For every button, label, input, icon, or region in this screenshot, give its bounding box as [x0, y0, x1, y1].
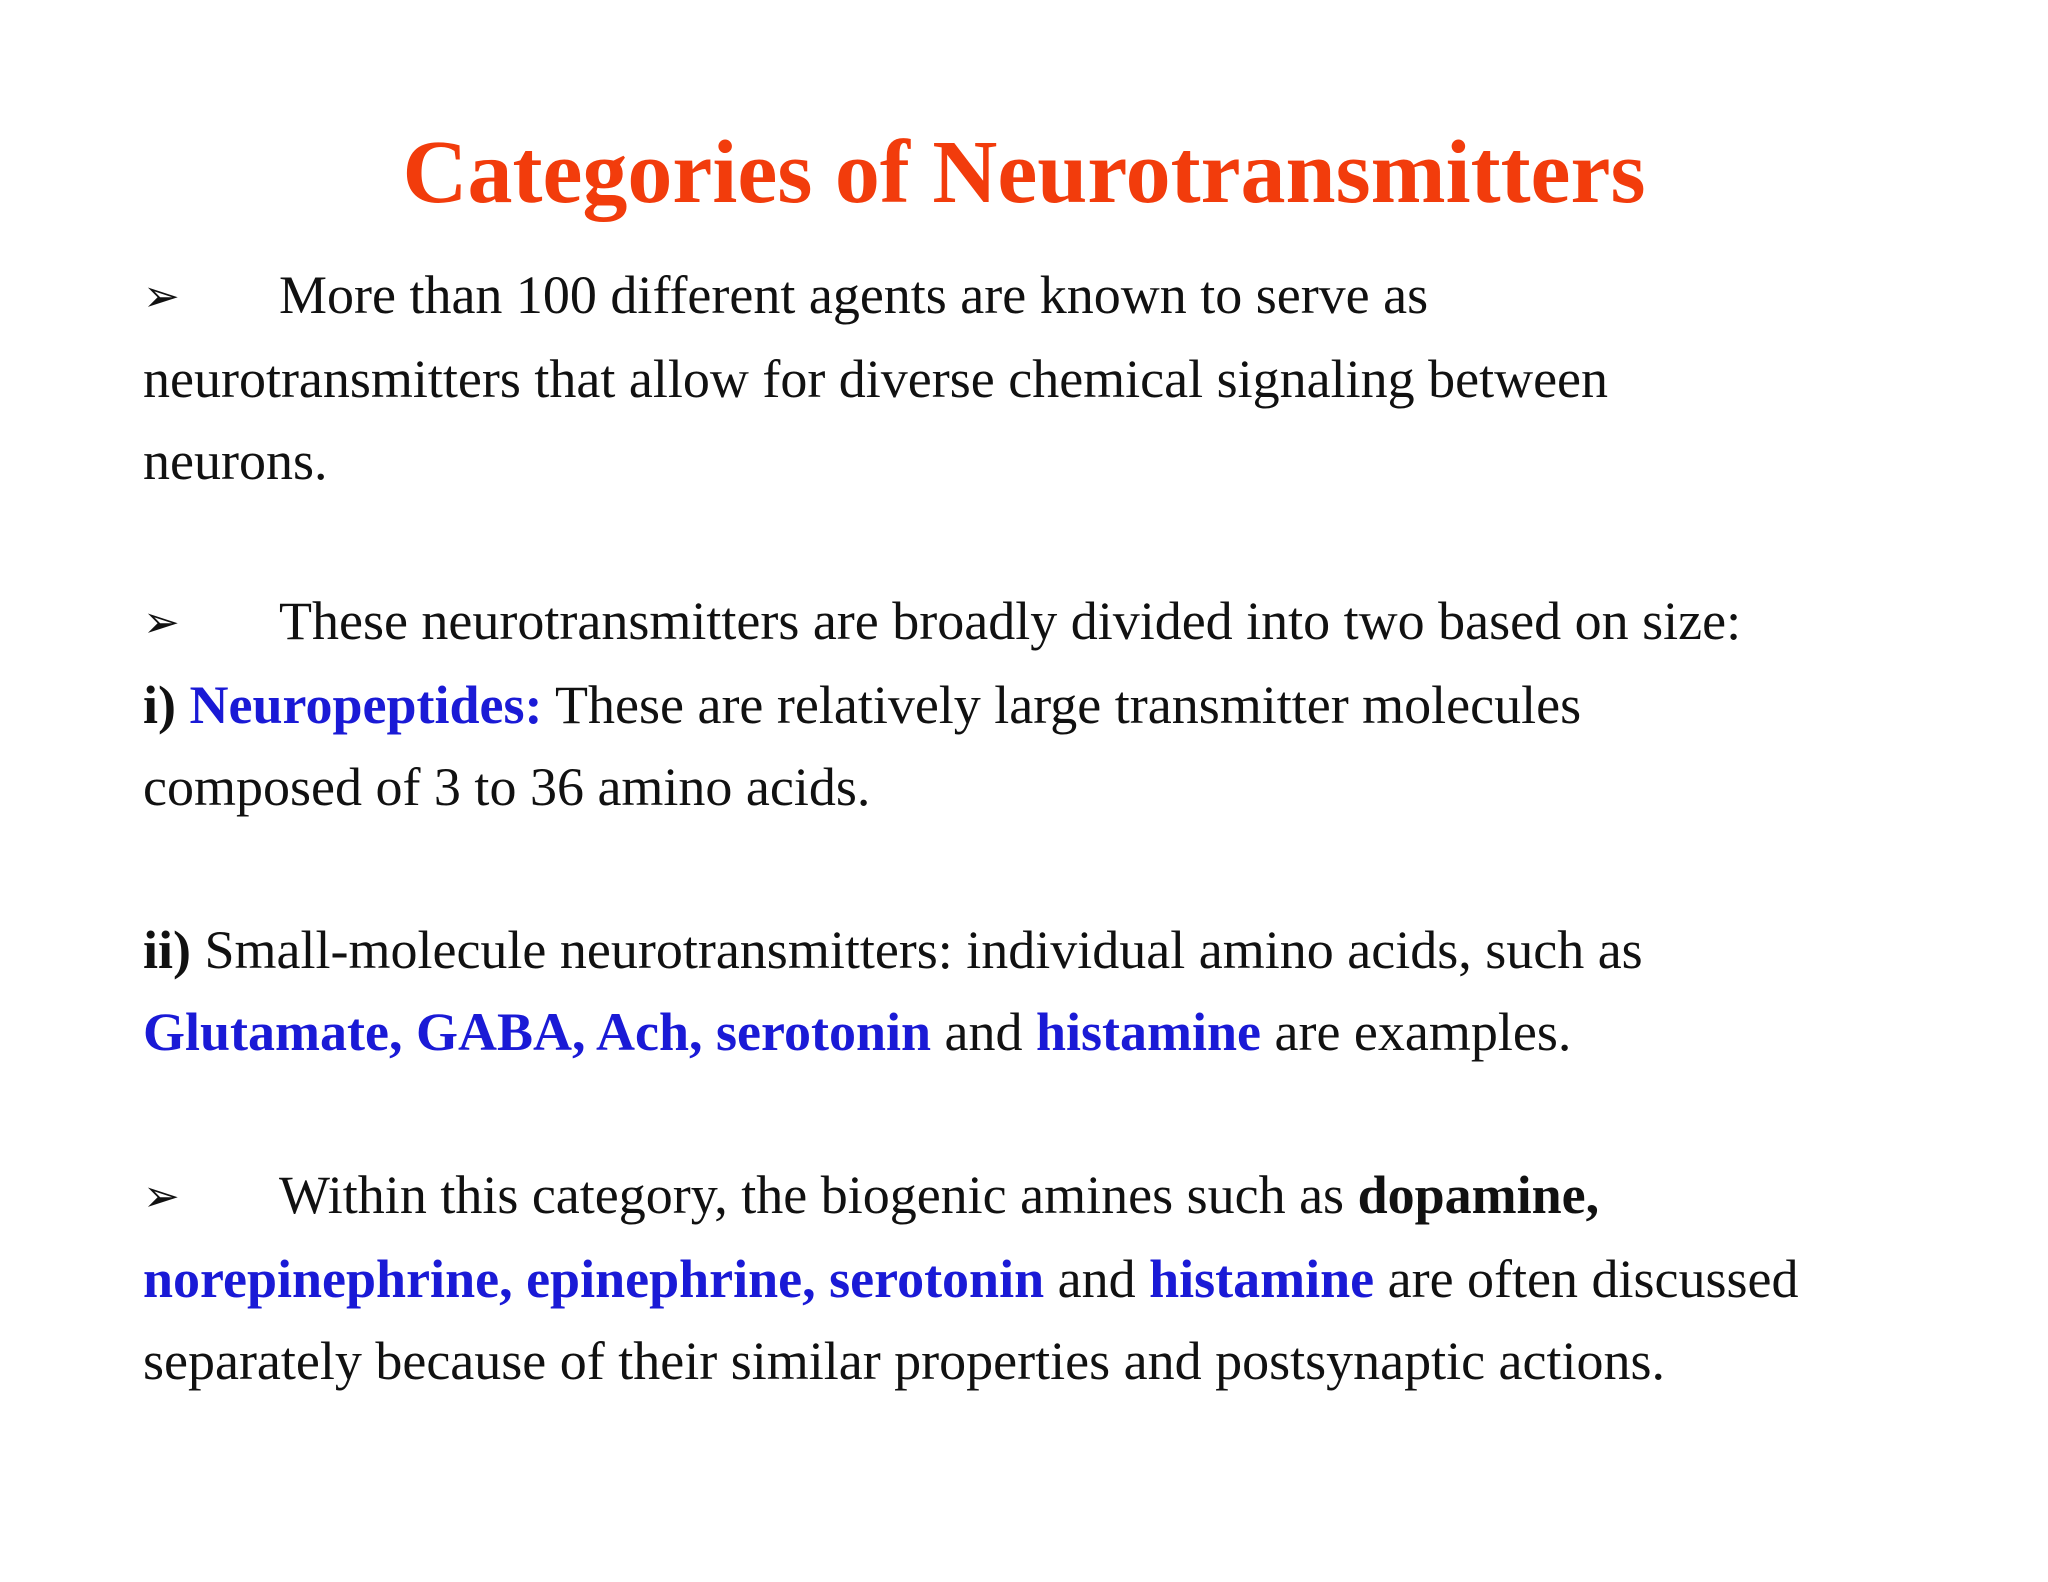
line: neurons.: [143, 431, 328, 491]
term-histamine: histamine: [1149, 1249, 1375, 1309]
text: These are relatively large transmitter molecules: [555, 675, 1582, 735]
term-amines: norepinephrine, epinephrine, serotonin: [143, 1249, 1045, 1309]
paragraph-small-molecule: [143, 909, 1943, 1073]
line: separately because of their similar properties and postsynaptic actions.: [143, 1331, 1665, 1391]
line: composed of 3 to 36 amino acids.: [143, 757, 871, 817]
line: [143, 1154, 1943, 1238]
list-marker: i): [143, 675, 176, 735]
term-neuropeptides: Neuropeptides:: [189, 675, 543, 735]
text: are often discussed: [1387, 1249, 1799, 1309]
text: These neurotransmitters are broadly divided into two based on size:: [279, 591, 1742, 651]
text: are examples.: [1274, 1002, 1572, 1062]
term-examples: Glutamate, GABA, Ach, serotonin: [143, 1002, 932, 1062]
paragraph-agents: [143, 254, 1943, 502]
paragraph-categories: [143, 580, 1943, 828]
paragraph-biogenic-amines: [143, 1154, 1943, 1402]
line: [143, 1238, 1943, 1320]
arrow-bullet-icon: ➢: [143, 1171, 180, 1222]
line: neurotransmitters that allow for diverse chemical signaling between: [143, 349, 1609, 409]
line: [143, 664, 1943, 746]
text: Within this category, the biogenic amines such as: [279, 1165, 1345, 1225]
list-marker: ii): [143, 920, 191, 980]
term-histamine: histamine: [1035, 1002, 1262, 1062]
text: and: [944, 1002, 1023, 1062]
text: Small-molecule neurotransmitters: individual amino acids, such as: [204, 920, 1643, 980]
arrow-bullet-icon: ➢: [143, 597, 180, 648]
text: and: [1057, 1249, 1136, 1309]
line: [143, 580, 1943, 664]
text: More than 100 different agents are known to serve as: [279, 265, 1429, 325]
slide-title: Categories of Neurotransmitters: [402, 123, 1646, 222]
line: [143, 991, 1943, 1073]
line: [143, 909, 1943, 991]
term-dopamine: dopamine,: [1357, 1165, 1600, 1225]
line: [143, 254, 1943, 338]
arrow-bullet-icon: ➢: [143, 271, 180, 322]
